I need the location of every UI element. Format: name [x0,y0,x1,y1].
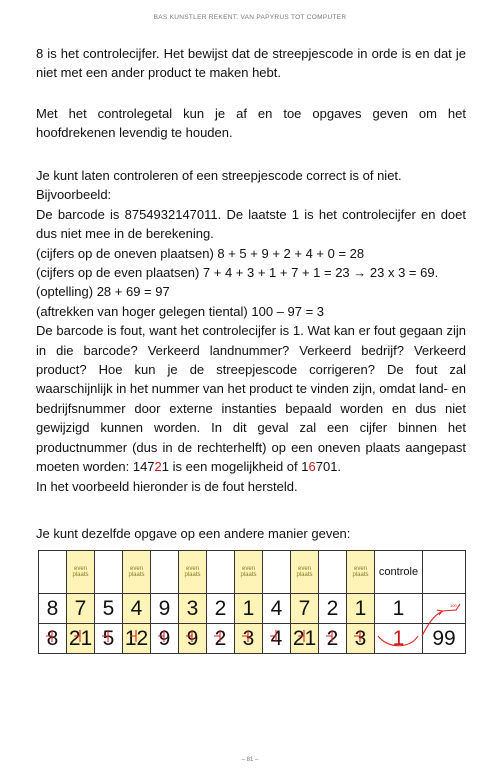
option2-a: 1 [301,459,309,475]
even-label: even plaats [347,551,375,594]
sum-cell: 3 [347,624,375,654]
paragraph-check-intro: Je kunt laten controleren of een streepjescode correct is of niet. [36,168,402,183]
sum-cell: 2 [207,624,235,654]
sum-cell: 9 [179,624,207,654]
digit-cell: 4 [263,594,291,624]
control-result-cell: 1 [375,624,423,654]
even-label: even plaats [291,551,319,594]
option1-highlight: 2 [154,459,162,475]
digit-row [39,594,466,624]
even-label: even plaats [123,551,151,594]
correction-text: De barcode is fout, want het controlecijfer is 1. Wat kan er fout gegaan zijn in die barcode? Verkeerd landnummer? Verkeerd bedrijf? Verkeerd product? Hoe kun je de streepjescode corrigeren? De fout zal waarschijnlijk in het nummer van het product te vinden zijn, omdat land- en bedrijfsnummer door externe instanties bepaald worden en dus niet gewijzigd kunnen worden. In dit geval zal een cijfer binnen het productnummer (dus in de rechterhelft) op een oneven plaats aangepast moeten worden: [36,323,466,475]
sum-cell: 2 [319,624,347,654]
header-cell [95,551,123,594]
digit-cell: 2 [319,594,347,624]
page-number: – 81 – [241,757,259,763]
paragraph-mental-arithmetic: Met het controlegetal kun je af en toe opgaves geven om het hoofdrekenen levendig te houden. [36,106,466,141]
page-body-3 [36,166,466,496]
sum-cell: 4 [263,624,291,654]
page-body [36,44,466,83]
header-row [39,551,466,594]
digit-cell: 7 [291,594,319,624]
even-label: even plaats [179,551,207,594]
barcode-table [38,550,466,654]
header-cell [207,551,235,594]
page-body-4 [36,524,466,543]
paragraph-other-way: Je kunt dezelfde opgave op een andere manier geven: [36,526,351,541]
even-label: even plaats [67,551,95,594]
digit-cell: 2 [207,594,235,624]
sum-cell: 9 [151,624,179,654]
even-label: even plaats [235,551,263,594]
sum-cell: 21 [291,624,319,654]
digit-cell: 1 [235,594,263,624]
digit-cell: 7 [67,594,95,624]
digit-cell: 5 [95,594,123,624]
running-header: BAS KUNSTLER REKENT. VAN PAPYRUS TOT COMPUTER [153,14,347,21]
calc-even-positions: (cijfers op de even plaatsen) 7 + 4 + 3 + 1 + 7 + 1 = 23 → 23 x 3 = 69. [36,265,439,281]
control-digit-cell: 1 [375,594,423,624]
digit-cell: 3 [179,594,207,624]
sum-cell: 21 [67,624,95,654]
sum-row [39,624,466,654]
option1-a: 147 [132,459,155,475]
sum-cell: 5 [95,624,123,654]
paragraph-example-label: Bijvoorbeeld: [36,187,112,203]
sum-cell: 8 [39,624,67,654]
digit-cell: 8 [39,594,67,624]
barcode-table-wrap [38,550,465,650]
total-cell: 99 [423,624,466,654]
option2-highlight: 6 [308,459,316,475]
option1-c: 1 [161,459,170,475]
calc-sum: (optelling) 28 + 69 = 97 [36,284,170,300]
header-cell [151,551,179,594]
calc-odd-positions: (cijfers op de oneven plaatsen) 8 + 5 + 9 + 2 + 4 + 0 = 28 [36,245,365,261]
paragraph-control-digit: 8 is het controlecijfer. Het bewijst dat de streepjescode in orde is en dat je niet met een ander product te maken hebt. [36,46,466,81]
paragraph-barcode-example: De barcode is 8754932147011. De laatste 1 is het controlecijfer en doet dus niet mee in de berekening. [36,206,466,242]
digit-cell: 9 [151,594,179,624]
header-cell [263,551,291,594]
calc-subtract: (aftrekken van hoger gelegen tiental) 100 – 97 = 3 [36,303,325,319]
sum-cell: 12 [123,624,151,654]
digit-cell: 1 [347,594,375,624]
sum-cell: 3 [235,624,263,654]
correction-mid: is een mogelijkheid of [169,459,302,475]
empty-cell [423,594,466,624]
header-cell [39,551,67,594]
page-body-2 [36,104,466,143]
header-cell [319,551,347,594]
header-cell [423,551,466,594]
paragraph-fixed-example: In het voorbeeld hieronder is de fout hersteld. [36,478,298,494]
paragraph-correction [36,321,466,476]
option2-c: 701. [315,459,342,475]
control-label: controle [375,551,423,594]
annot-100-minus: 100 − [450,603,461,608]
digit-cell: 4 [123,594,151,624]
